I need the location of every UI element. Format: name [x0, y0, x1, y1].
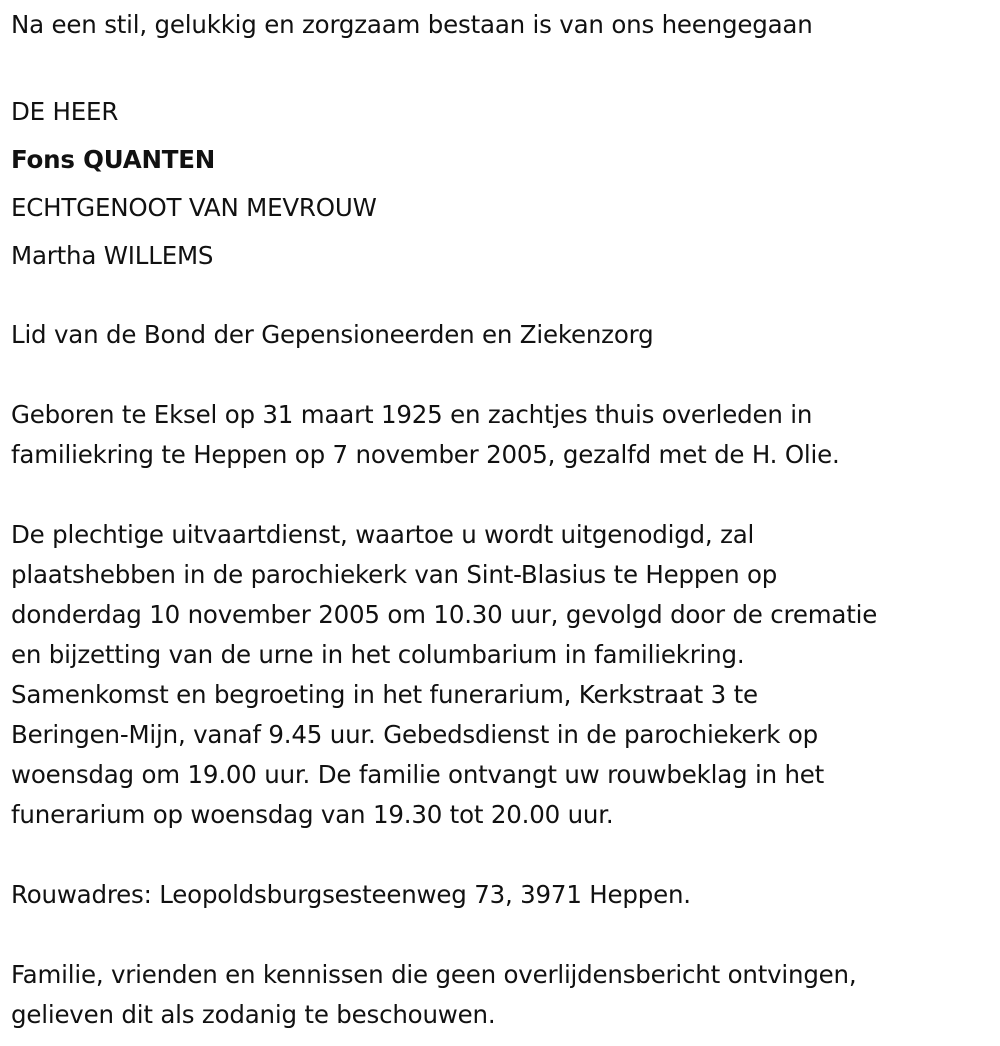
paragraph-line: familiekring te Heppen op 7 november 2005, gezalfd met de H. Olie. [11, 440, 840, 469]
name-block [11, 88, 986, 280]
paragraph-line: funerarium op woensdag van 19.30 tot 20.00 uur. [11, 800, 614, 829]
paragraph-line: woensdag om 19.00 uur. De familie ontvangt uw rouwbeklag in het [11, 760, 825, 789]
paragraph-line: plaatshebben in de parochiekerk van Sint-Blasius te Heppen op [11, 560, 778, 589]
paragraph-line: Familie, vrienden en kennissen die geen overlijdensbericht ontvingen, [11, 960, 857, 989]
death-notice [11, 0, 986, 1035]
spouse-name: Martha WILLEMS [11, 241, 214, 270]
paragraph-line: gelieven dit als zodanig te beschouwen. [11, 1000, 496, 1029]
spouse-label: ECHTGENOOT VAN MEVROUW [11, 193, 377, 222]
address-paragraph [11, 875, 986, 915]
paragraph-line: Geboren te Eksel op 31 maart 1925 en zachtjes thuis overleden in [11, 400, 813, 429]
closing-paragraph [11, 955, 986, 1035]
paragraph-line: Beringen-Mijn, vanaf 9.45 uur. Gebedsdienst in de parochiekerk op [11, 720, 818, 749]
paragraph-line: De plechtige uitvaartdienst, waartoe u wordt uitgenodigd, zal [11, 520, 755, 549]
deceased-name: Fons QUANTEN [11, 145, 216, 174]
mourning-address: Rouwadres: Leopoldsburgsesteenweg 73, 3971 Heppen. [11, 880, 691, 909]
membership-paragraph [11, 315, 986, 355]
service-paragraph [11, 515, 986, 835]
birth-death-paragraph [11, 395, 986, 475]
intro-text: Na een stil, gelukkig en zorgzaam bestaan is van ons heengegaan [11, 10, 813, 39]
paragraph-line: donderdag 10 november 2005 om 10.30 uur, gevolgd door de crematie [11, 600, 878, 629]
paragraph-line: Samenkomst en begroeting in het funerarium, Kerkstraat 3 te [11, 680, 758, 709]
paragraph-line: en bijzetting van de urne in het columbarium in familiekring. [11, 640, 745, 669]
membership-text: Lid van de Bond der Gepensioneerden en Ziekenzorg [11, 320, 654, 349]
honorific: DE HEER [11, 97, 119, 126]
